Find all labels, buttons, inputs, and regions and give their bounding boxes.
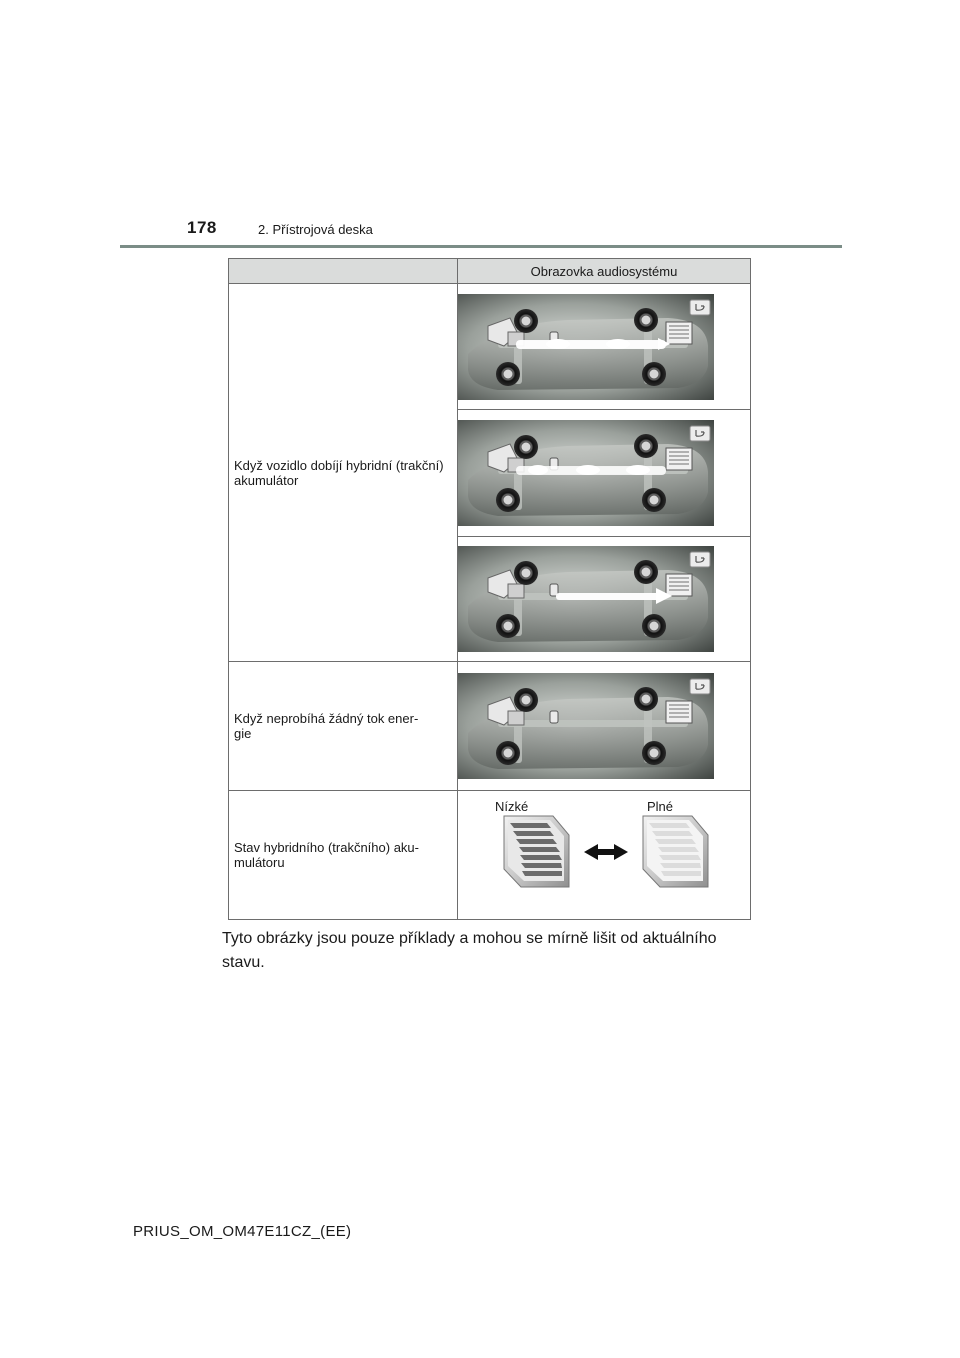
battery-cell — [458, 791, 751, 920]
energy-flow-diagram — [458, 673, 714, 779]
battery-level-illustration — [458, 791, 750, 919]
table-header-row — [229, 259, 751, 284]
header-rule — [120, 245, 842, 248]
battery-full-icon — [643, 816, 708, 887]
document-code: PRIUS_OM_OM47E11CZ_(EE) — [133, 1223, 352, 1240]
battery-graphics — [458, 791, 751, 919]
battery-full-label: Plné — [647, 799, 674, 814]
row-label-charging: Když vozidlo dobíjí hybridní (trakční) akumulátor — [229, 284, 458, 662]
energy-flow-image-none — [458, 673, 750, 779]
energy-monitor-table — [228, 258, 751, 920]
table-row — [229, 662, 751, 791]
energy-flow-image-charging-1 — [458, 294, 750, 400]
row-label-no-flow: Když neprobíhá žádný tok ener- gie — [229, 662, 458, 791]
table-row — [229, 791, 751, 920]
table-row — [229, 284, 751, 410]
battery-low-icon — [504, 816, 569, 887]
table-header-empty — [229, 259, 458, 284]
energy-flow-diagram — [458, 420, 714, 526]
image-cell — [458, 284, 751, 410]
column-header-audio-screen: Obrazovka audiosystému — [458, 259, 751, 284]
image-cell — [458, 537, 751, 662]
image-cell — [458, 662, 751, 791]
energy-flow-image-charging-3 — [458, 546, 750, 652]
energy-flow-diagram — [458, 294, 714, 400]
battery-low-label: Nízké — [495, 799, 529, 814]
row-label-battery-state: Stav hybridního (trakčního) aku- mulátoru — [229, 791, 458, 920]
footnote-text: Tyto obrázky jsou pouze příklady a mohou se mírně lišit od aktuálního stavu. — [222, 930, 717, 971]
chapter-title: 2. Přístrojová deska — [258, 222, 373, 237]
page-number: 178 — [187, 218, 217, 237]
image-cell — [458, 410, 751, 537]
energy-flow-image-charging-2 — [458, 420, 750, 526]
energy-flow-diagram — [458, 546, 714, 652]
double-arrow-icon — [584, 844, 628, 860]
